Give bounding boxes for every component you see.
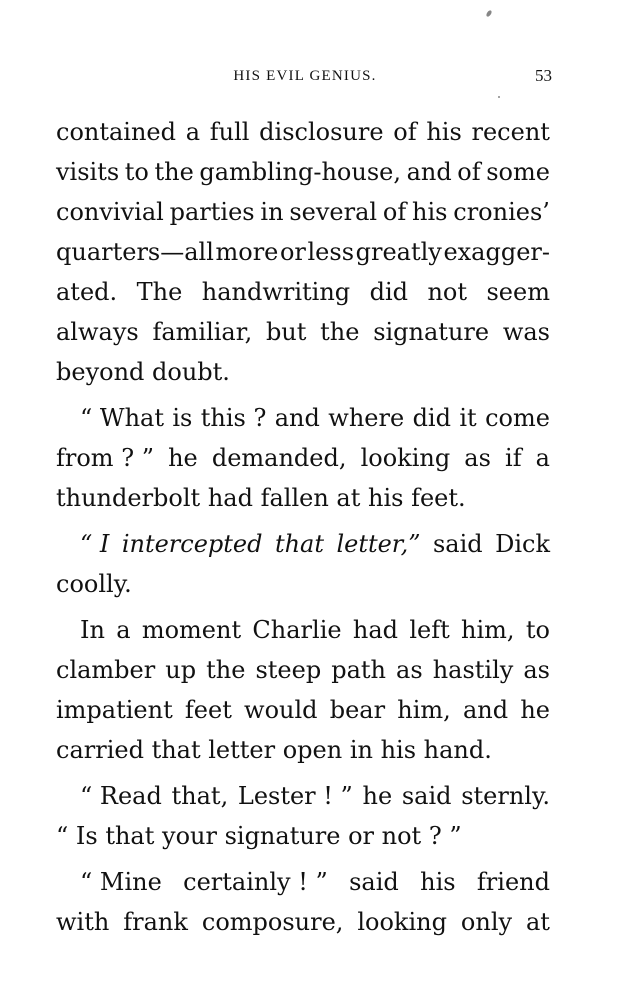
word: his: [426, 118, 462, 146]
word: from ? ”: [56, 444, 154, 472]
word: his: [412, 198, 448, 226]
text-line: [56, 232, 550, 272]
word: up: [165, 656, 197, 684]
word: less: [307, 238, 355, 266]
word: the: [320, 318, 360, 346]
word: in: [260, 198, 284, 226]
word: a: [535, 444, 550, 472]
word: “ What: [80, 404, 164, 432]
text-line: [56, 524, 550, 564]
text-line: [56, 272, 550, 312]
word: if: [505, 444, 522, 472]
word: The: [136, 278, 183, 306]
text-line: [56, 862, 550, 902]
word: as: [396, 656, 423, 684]
word: “ Read: [80, 782, 162, 810]
word: with: [56, 908, 110, 936]
word: familiar,: [152, 318, 253, 346]
word: him,: [461, 616, 515, 644]
word: “ I: [80, 530, 110, 558]
word: quarters—all: [56, 238, 214, 266]
word: Charlie: [252, 616, 342, 644]
word: he: [520, 696, 550, 724]
word: did: [369, 278, 409, 306]
word: or: [279, 238, 306, 266]
word: disclosure: [259, 118, 384, 146]
word: he: [362, 782, 393, 810]
word: Dick: [495, 530, 550, 558]
word: that: [274, 530, 324, 558]
text-line: [56, 312, 550, 352]
text-line: [56, 478, 550, 518]
text-line: [56, 902, 550, 942]
text-line: [56, 438, 550, 478]
word: but: [265, 318, 307, 346]
word: friend: [476, 868, 550, 896]
word: recent: [471, 118, 550, 146]
body-text: [56, 112, 550, 942]
word: is: [172, 404, 193, 432]
word: a: [185, 118, 201, 146]
word: letter,”: [336, 530, 421, 558]
word: said: [349, 868, 399, 896]
word: sternly.: [461, 782, 550, 810]
running-title: HIS EVIL GENIUS.: [233, 68, 377, 84]
word: beyond doubt.: [56, 358, 230, 386]
word: moment: [141, 616, 242, 644]
word: In: [80, 616, 105, 644]
word: only: [460, 908, 513, 936]
word: demanded,: [211, 444, 347, 472]
running-header: [58, 65, 552, 87]
word: convivial: [56, 198, 164, 226]
paper-speck: [498, 96, 500, 98]
text-line: [56, 564, 550, 604]
word: feet: [184, 696, 232, 724]
word: always: [56, 318, 139, 346]
text-line: [56, 776, 550, 816]
word: of: [457, 158, 481, 186]
word: not: [427, 278, 468, 306]
text-line: [56, 192, 550, 232]
word: clamber: [56, 656, 156, 684]
word: signature: [373, 318, 490, 346]
word: he: [168, 444, 198, 472]
word: intercepted: [121, 530, 263, 558]
word: it: [459, 404, 477, 432]
word: ated.: [56, 278, 118, 306]
word: certainly ! ”: [183, 868, 328, 896]
word: and: [463, 696, 509, 724]
word: of: [382, 198, 407, 226]
word: come: [485, 404, 550, 432]
word: some: [486, 158, 550, 186]
word: parties: [169, 198, 255, 226]
word: cronies’: [453, 198, 550, 226]
word: coolly.: [56, 570, 132, 598]
word: to: [525, 616, 550, 644]
word: his: [420, 868, 456, 896]
paper-speck: [485, 9, 492, 17]
word: several: [289, 198, 378, 226]
word: bear: [329, 696, 386, 724]
word: thunderbolt had fallen at his feet.: [56, 484, 466, 512]
word: of: [393, 118, 417, 146]
word: hastily: [432, 656, 514, 684]
word: to: [124, 158, 149, 186]
word: carried that letter open in his hand.: [56, 736, 492, 764]
text-line: [56, 690, 550, 730]
word: path: [331, 656, 387, 684]
word: and: [406, 158, 452, 186]
text-line: [56, 610, 550, 650]
word: where: [328, 404, 405, 432]
word: would: [244, 696, 318, 724]
word: a: [116, 616, 131, 644]
word: visits: [56, 158, 120, 186]
word: this ?: [200, 404, 267, 432]
word: did: [412, 404, 451, 432]
word: steep: [255, 656, 322, 684]
page-number: 53: [535, 66, 552, 85]
text-line: [56, 152, 550, 192]
word: looking: [357, 908, 447, 936]
text-line: [56, 112, 550, 152]
word: at: [526, 908, 550, 936]
text-line: [56, 398, 550, 438]
text-line: [56, 650, 550, 690]
word: frank: [123, 908, 188, 936]
word: seem: [486, 278, 550, 306]
word: “ Mine: [80, 868, 162, 896]
word: impatient: [56, 696, 173, 724]
word: contained: [56, 118, 176, 146]
text-line: [56, 816, 550, 856]
word: that,: [171, 782, 229, 810]
word: him,: [397, 696, 451, 724]
word: was: [502, 318, 550, 346]
word: handwriting: [201, 278, 351, 306]
word: full: [209, 118, 250, 146]
text-line: [56, 730, 550, 770]
word: left: [409, 616, 450, 644]
word: had: [352, 616, 399, 644]
word: as: [464, 444, 491, 472]
word: more: [215, 238, 279, 266]
word: said: [401, 782, 452, 810]
word: composure,: [201, 908, 344, 936]
word: greatly: [355, 238, 442, 266]
word: the: [206, 656, 246, 684]
word: said: [432, 530, 483, 558]
word: Lester ! ”: [237, 782, 353, 810]
word: exagger-: [443, 238, 550, 266]
word: gambling-house,: [199, 158, 401, 186]
word: looking: [360, 444, 451, 472]
word: “ Is that your signature or not ? ”: [56, 822, 462, 850]
word: the: [154, 158, 194, 186]
word: and: [274, 404, 320, 432]
text-line: [56, 352, 550, 392]
word: as: [523, 656, 550, 684]
